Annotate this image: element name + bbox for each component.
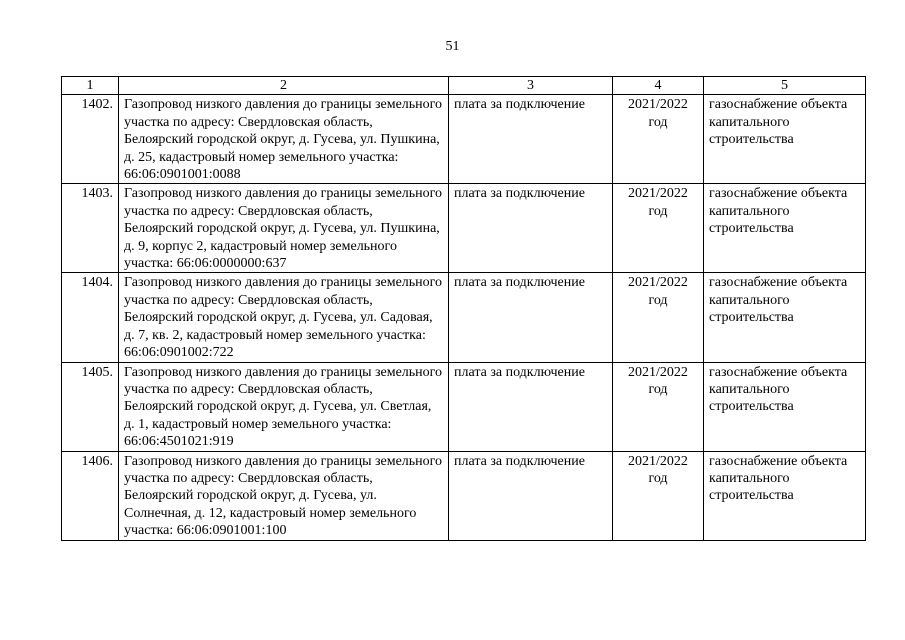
row-kind: плата за подключение — [449, 273, 613, 362]
table-row — [62, 184, 866, 273]
header-col-2: 2 — [119, 77, 449, 95]
row-year — [613, 273, 704, 362]
header-col-5: 5 — [704, 77, 866, 95]
row-kind: плата за подключение — [449, 95, 613, 184]
header-col-1: 1 — [62, 77, 119, 95]
row-number: 1406. — [62, 451, 119, 540]
row-year-value: 2021/2022 — [628, 275, 688, 291]
page-number: 51 — [445, 39, 460, 54]
row-year-unit: год — [648, 470, 668, 486]
row-year-unit: год — [648, 114, 668, 130]
row-purpose: газоснабжение объекта капитального строительства — [704, 362, 866, 451]
header-col-4: 4 — [613, 77, 704, 95]
header-row — [62, 77, 866, 95]
row-purpose: газоснабжение объекта капитального строительства — [704, 184, 866, 273]
header-col-3: 3 — [449, 77, 613, 95]
row-number: 1403. — [62, 184, 119, 273]
table-header — [62, 77, 866, 95]
row-description: Газопровод низкого давления до границы земельного участка по адресу: Свердловская область, Белоярский городской округ, д. Гусева, ул. Садовая, д. 7, кв. 2, кадастровый номер земельного участка: 66:06:0901002:722 — [119, 273, 449, 362]
row-purpose: газоснабжение объекта капитального строительства — [704, 273, 866, 362]
row-year — [613, 451, 704, 540]
row-year-unit: год — [648, 381, 668, 397]
row-year — [613, 184, 704, 273]
table-row — [62, 273, 866, 362]
table-row — [62, 451, 866, 540]
row-year-value: 2021/2022 — [628, 186, 688, 202]
row-description: Газопровод низкого давления до границы земельного участка по адресу: Свердловская область, Белоярский городской округ, д. Гусева, ул. Пушкина, д. 25, кадастровый номер земельного участка: 66:06:0901001:0088 — [119, 95, 449, 184]
row-description: Газопровод низкого давления до границы земельного участка по адресу: Свердловская область, Белоярский городской округ, д. Гусева, ул. Пушкина, д. 9, корпус 2, кадастровый номер земельного участка: 66:06:0000000:637 — [119, 184, 449, 273]
row-purpose: газоснабжение объекта капитального строительства — [704, 95, 866, 184]
row-year-value: 2021/2022 — [628, 364, 688, 380]
row-kind: плата за подключение — [449, 184, 613, 273]
row-year-unit: год — [648, 292, 668, 308]
row-year — [613, 362, 704, 451]
row-number: 1404. — [62, 273, 119, 362]
row-kind: плата за подключение — [449, 451, 613, 540]
row-description: Газопровод низкого давления до границы земельного участка по адресу: Свердловская область, Белоярский городской округ, д. Гусева, ул. Светлая, д. 1, кадастровый номер земельного участка: 66:06:4501021:919 — [119, 362, 449, 451]
row-description: Газопровод низкого давления до границы земельного участка по адресу: Свердловская область, Белоярский городской округ, д. Гусева, ул. Солнечная, д. 12, кадастровый номер земельного участка: 66:06:0901001:100 — [119, 451, 449, 540]
row-purpose: газоснабжение объекта капитального строительства — [704, 451, 866, 540]
document-table — [61, 76, 866, 541]
row-number: 1402. — [62, 95, 119, 184]
table-row — [62, 362, 866, 451]
row-year — [613, 95, 704, 184]
row-year-value: 2021/2022 — [628, 97, 688, 113]
row-number: 1405. — [62, 362, 119, 451]
row-year-value: 2021/2022 — [628, 453, 688, 469]
table-body — [62, 95, 866, 540]
table-row — [62, 95, 866, 184]
row-kind: плата за подключение — [449, 362, 613, 451]
row-year-unit: год — [648, 203, 668, 219]
